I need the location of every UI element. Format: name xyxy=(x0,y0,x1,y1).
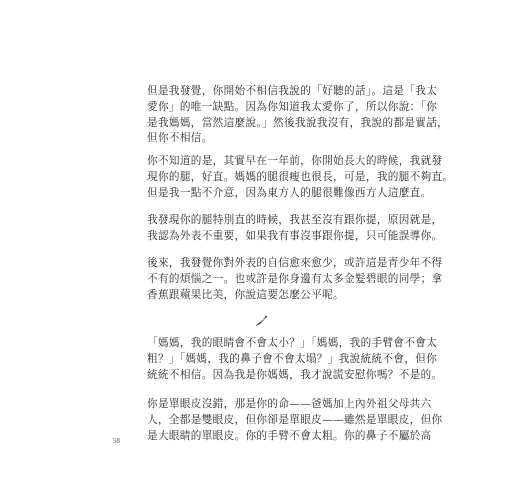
text-line: 現你的腿，好直。媽媽的腿很瘦也很長，可是，我的腿不夠直。 xyxy=(147,170,454,183)
text-line: 你不知道的是，其實早在一年前，你開始長大的時候，我就發 xyxy=(147,155,443,167)
paragraph-5 xyxy=(147,336,443,383)
text-line: 後來，我發覺你對外表的自信愈來愈少，或許這是青少年不得 xyxy=(147,257,443,269)
text-line: 「媽媽，我的眼睛會不會太小？」「媽媽，我的手臂會不會太 xyxy=(147,337,438,349)
text-line: 但是我發覺，你開始不相信我說的「好聽的話」。這是「我太 xyxy=(147,85,438,97)
paragraph-3 xyxy=(147,213,443,245)
text-line: 粗？」「媽媽，我的鼻子會不會太塌？」我說統統不會，但你 xyxy=(147,352,438,365)
text-line: 愛你」的唯一缺點。因為你知道我太愛你了，所以你說：「你 xyxy=(147,100,438,113)
text-line: 但你不相信。 xyxy=(147,132,213,145)
paragraph-4 xyxy=(147,256,443,303)
paragraph-6 xyxy=(147,397,443,444)
text-line: 不有的煩惱之一。也或許是你身邊有太多金髮碧眼的同學；拿 xyxy=(147,272,443,285)
text-line: 我發現你的腿特別直的時候，我甚至沒有跟你提，原因就是， xyxy=(147,214,443,226)
text-line: 但是我一點不介意，因為東方人的腿很難像西方人這麼直。 xyxy=(147,186,432,199)
paragraph-2 xyxy=(147,154,454,201)
text-line: 你是單眼皮沒錯，那是你的命——爸媽加上內外祖父母共六 xyxy=(147,398,432,410)
text-line: 是大眼睛的單眼皮。你的手臂不會太粗。你的鼻子不屬於高 xyxy=(147,429,432,442)
text-line: 人，全都是雙眼皮，但你卻是單眼皮——雖然是單眼皮，但你 xyxy=(147,413,443,426)
paragraph-1 xyxy=(147,84,449,147)
text-line: 統統不相信。因為我是你媽媽，我才說謊安慰你嗎？不是的。 xyxy=(147,368,443,381)
text-line: 是我媽媽，當然這麼說。」然後我說我沒有，我說的都是實話， xyxy=(147,116,449,129)
text-line: 香蕉跟蘋果比美，你說這要怎麼公平呢。 xyxy=(147,288,344,301)
page-number: 58 xyxy=(113,437,120,445)
feather-quill-icon xyxy=(255,313,269,327)
text-line: 我認為外表不重要，如果我有事沒事跟你提，只可能誤導你。 xyxy=(147,229,443,242)
